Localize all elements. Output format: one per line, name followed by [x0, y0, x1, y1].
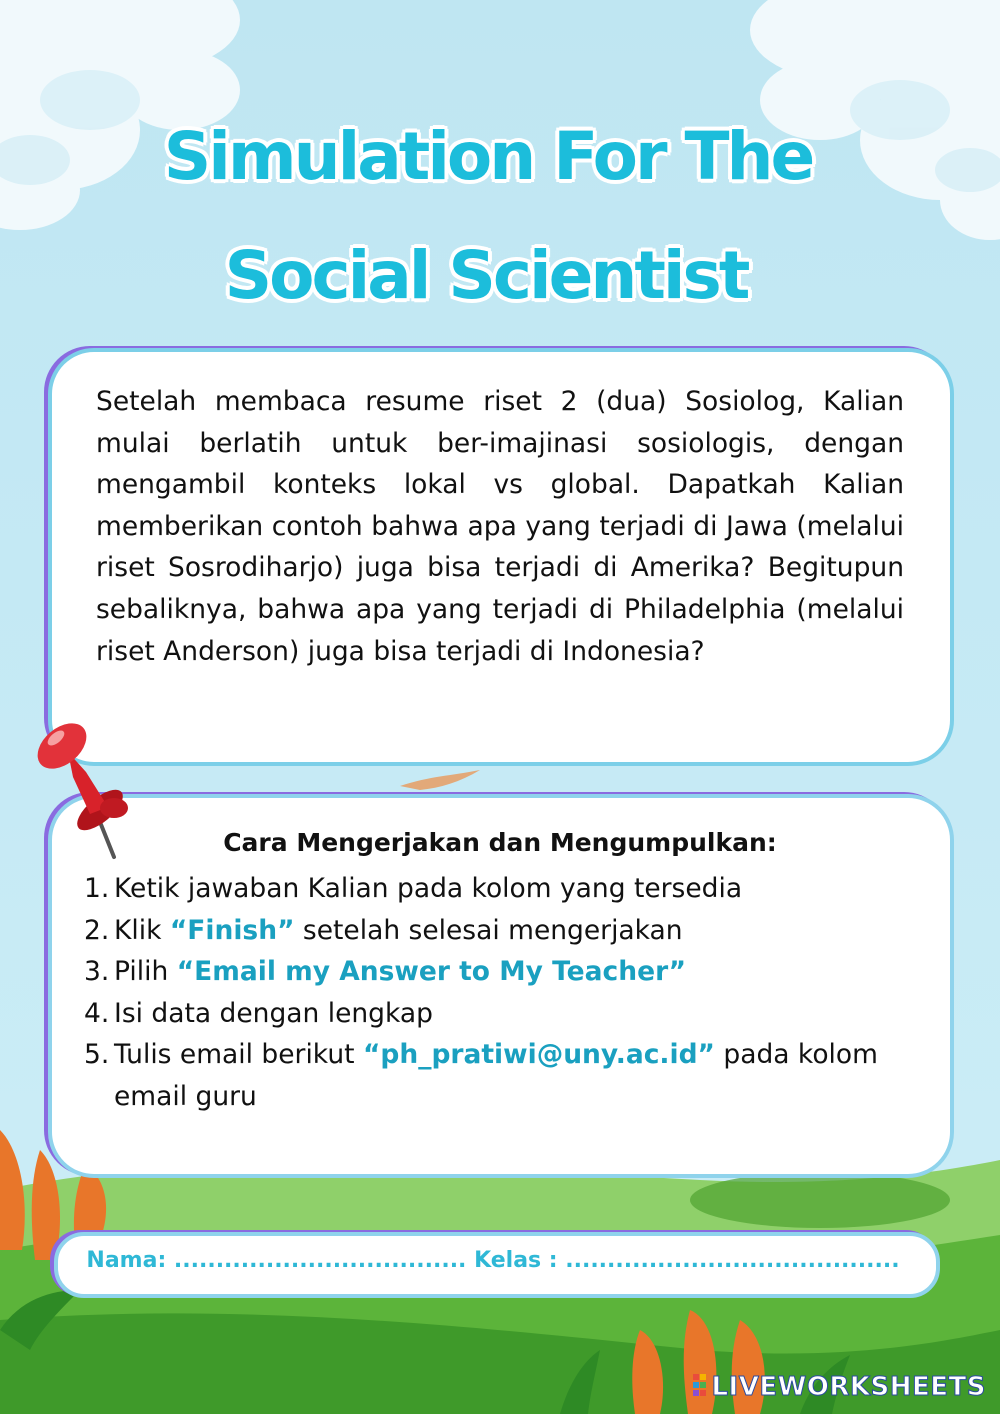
step-number: 3. — [84, 956, 110, 987]
step-text: Isi data dengan lengkap — [114, 997, 433, 1029]
liveworksheets-icon — [693, 1374, 707, 1398]
bird-decor — [400, 770, 480, 790]
email-answer-keyword: “Email my Answer to My Teacher” — [176, 956, 687, 987]
instruction-step-3 — [84, 951, 904, 993]
page-title-line-2: Social Scientist — [224, 237, 748, 314]
step-number: 1. — [84, 873, 110, 904]
step-text-end: setelah selesai mengerjakan — [294, 914, 683, 946]
step-text: Tulis email berikut — [114, 1039, 363, 1070]
instruction-step-1 — [84, 868, 904, 910]
step-text: Ketik jawaban Kalian pada kolom yang tersedia — [114, 873, 743, 904]
page-title-line-1: Simulation For The — [163, 118, 813, 195]
instructions-heading: Cara Mengerjakan dan Mengumpulkan: — [223, 828, 777, 857]
instruction-step-2 — [84, 910, 904, 952]
instruction-step-4 — [84, 993, 904, 1035]
instruction-step-5 — [84, 1034, 904, 1117]
instructions-list — [84, 868, 904, 1117]
liveworksheets-brand-text: LIVEWORKSHEETS — [711, 1372, 986, 1402]
step-text-end: pada kolom email guru — [114, 1039, 878, 1112]
step-text: Klik — [114, 914, 170, 946]
name-class-field: Nama: ................................... Kelas : ........................................ — [86, 1248, 900, 1273]
finish-keyword: “Finish” — [169, 914, 295, 946]
hill-shadow — [690, 1172, 950, 1228]
step-number: 4. — [84, 997, 110, 1029]
intro-paragraph: Setelah membaca resume riset 2 (dua) Sosiolog, Kalian mulai berlatih untuk ber-imajinasi sosiologis, dengan mengambil konteks lokal vs global. Dapatkah Kalian memberikan contoh bahwa apa yang terjadi di Jawa (melalui riset Sosrodiharjo) juga bisa terjadi di Amerika? Begitupun sebaliknya, bahwa apa yang terjadi di Philadelphia (melalui riset Anderson) juga bisa terjadi di Indonesia? — [96, 386, 904, 667]
step-number: 5. — [84, 1039, 110, 1070]
liveworksheets-logo — [693, 1372, 986, 1402]
teacher-email: “ph_pratiwi@uny.ac.id” — [362, 1039, 715, 1070]
step-text: Pilih — [114, 956, 177, 987]
step-number: 2. — [84, 914, 110, 946]
